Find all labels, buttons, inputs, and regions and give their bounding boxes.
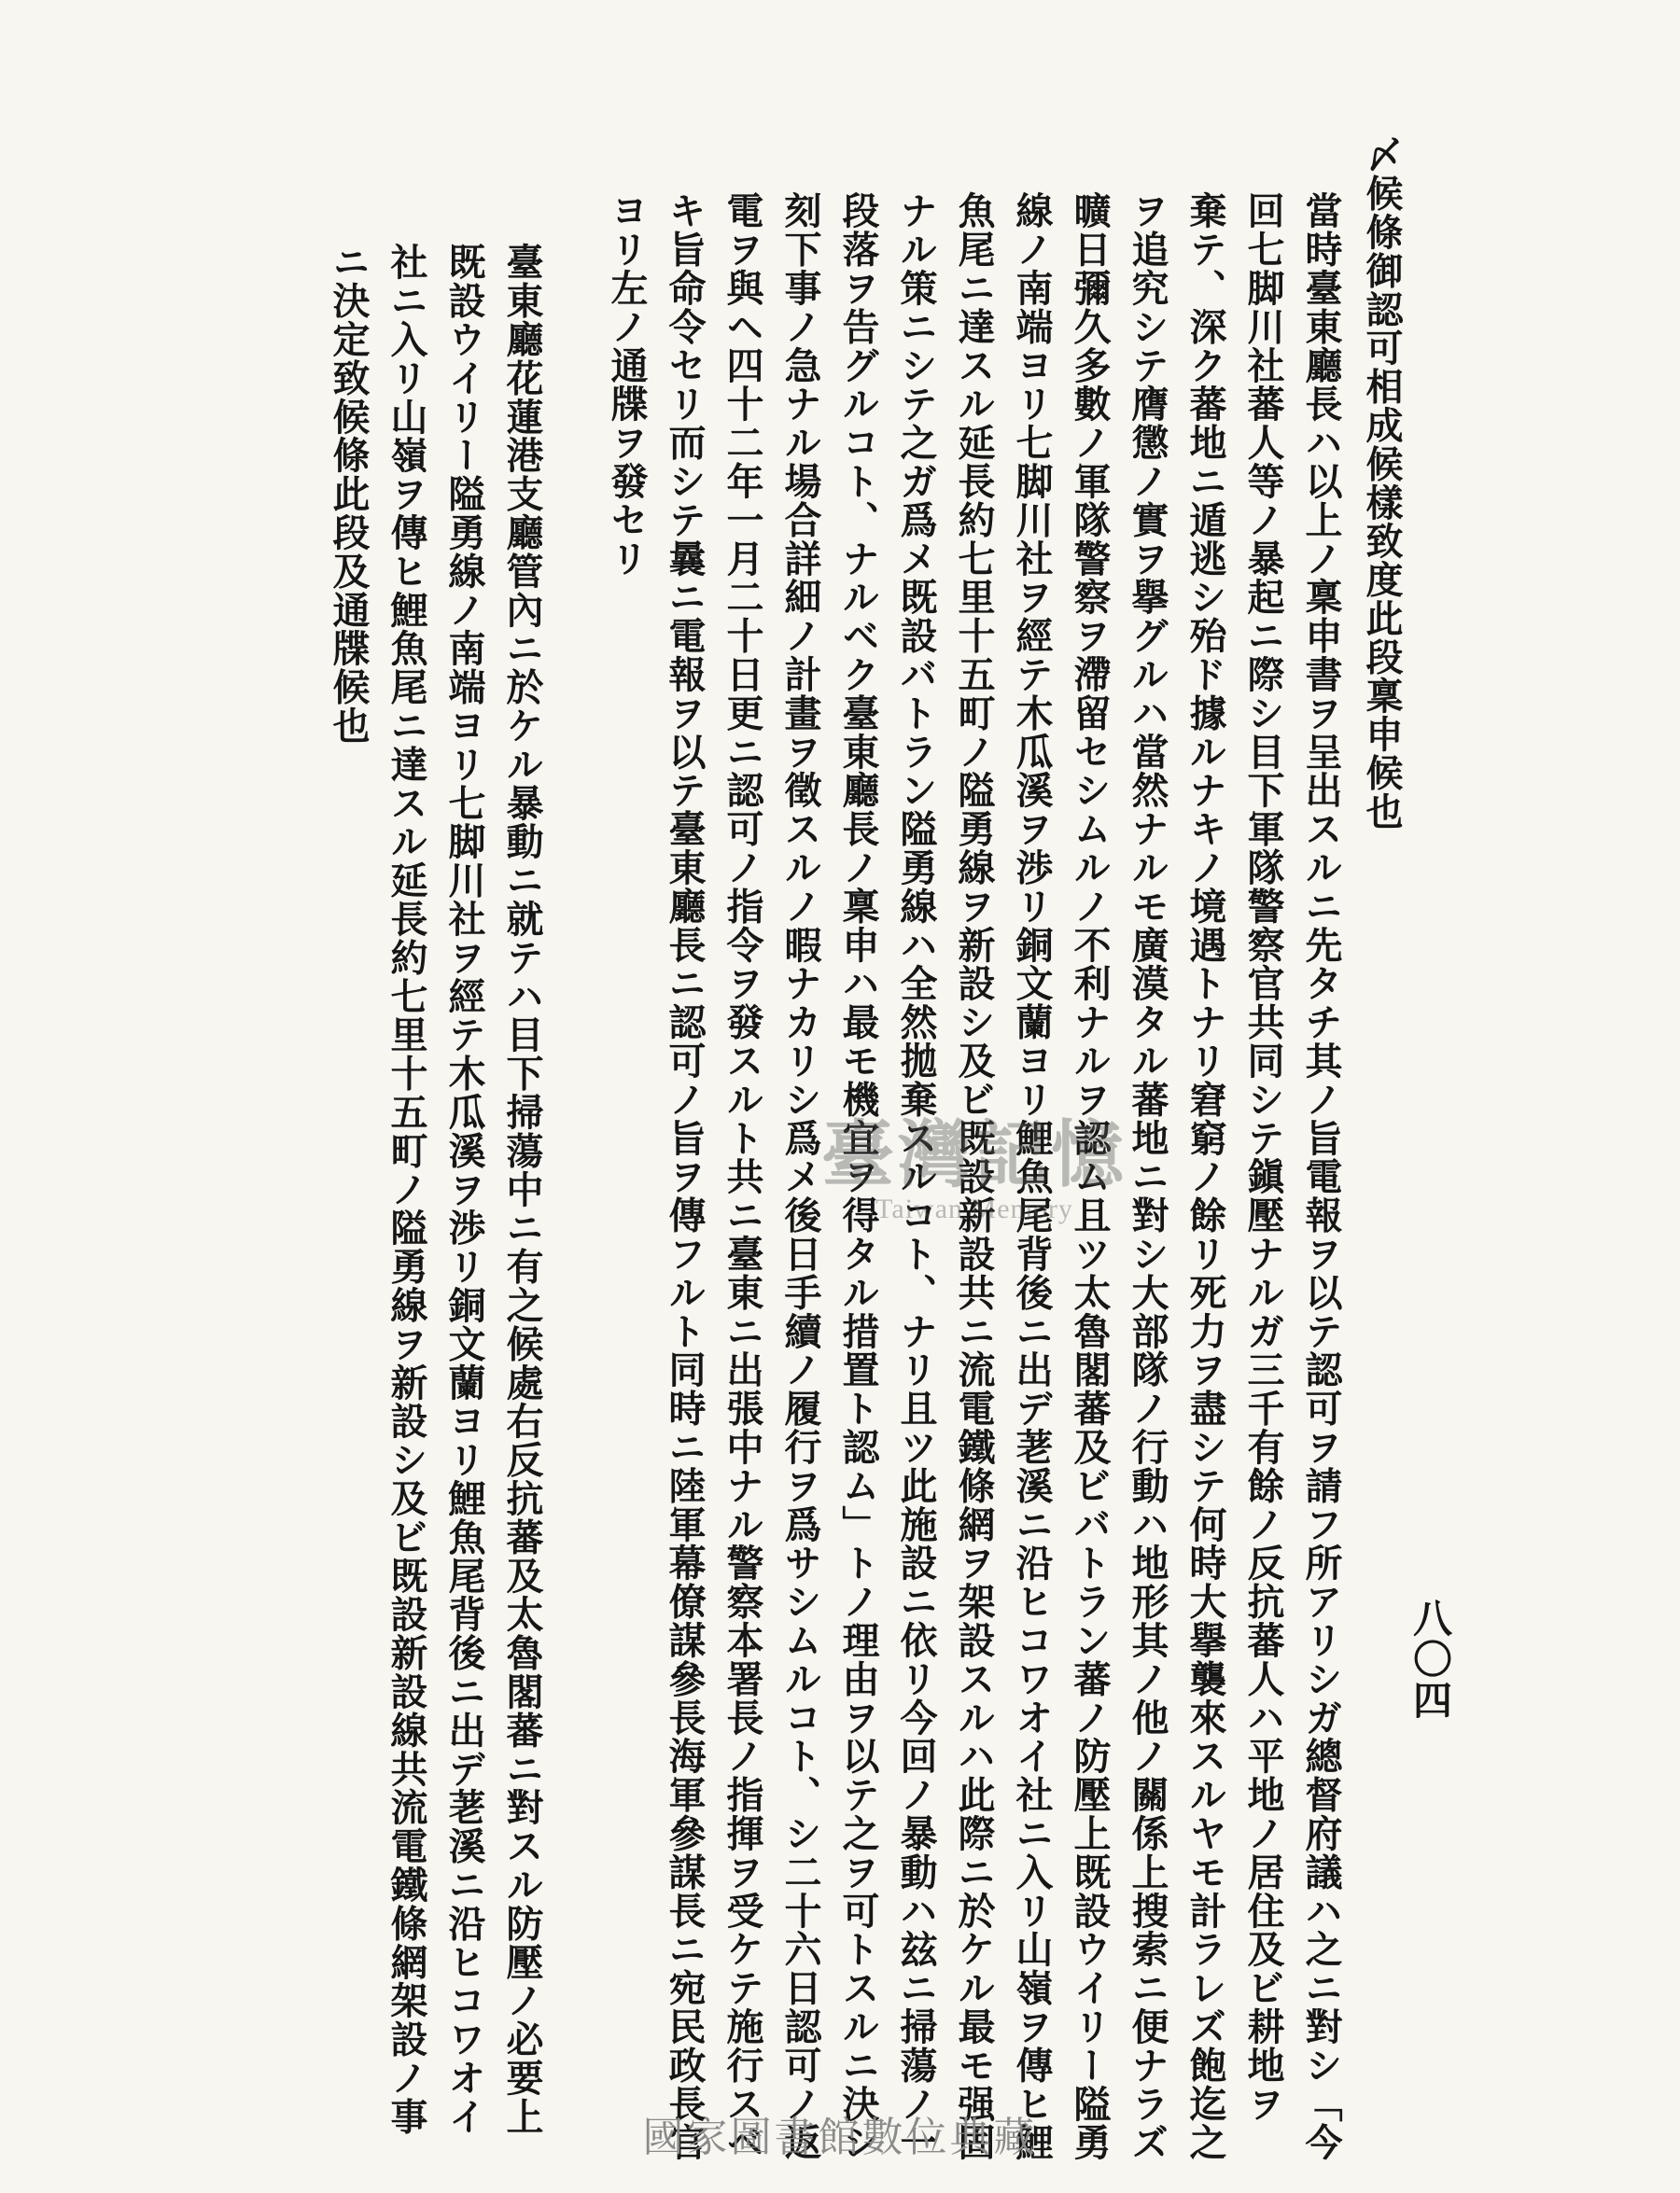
text-column-8: 魚尾ニ達スル延長約七里十五町ノ隘勇線ヲ新設シ及ビ既設新設共ニ流電鐵條網ヲ架設スルハ此際ニ於ケル最モ强固	[952, 191, 996, 2162]
text-column-7: 線ノ南端ヨリ七脚川社ヲ經テ木瓜溪ヲ渉リ銅文蘭ヨリ鯉魚尾背後ニ出デ荖溪ニ沿ヒコワオイ社ニ入リ山嶺ヲ傳ヒ鯉	[1010, 191, 1054, 2162]
watermark	[821, 1096, 1127, 1225]
text-column-1: 〆候條御認可相成候樣致度此段稟申候也	[1360, 135, 1404, 831]
text-column-3: 回七脚川社蕃人等ノ暴起ニ際シ目下軍隊警察官共同シテ鎭壓ナルガ三千有餘ノ反抗蕃人ハ平地ノ居住及ビ耕地ヲ	[1241, 191, 1285, 2123]
text-column-11: 刻下事ノ急ナル場合詳細ノ計畫ヲ徵スルノ暇ナカリシ爲メ後日手續ノ履行ヲ爲サシムルコト、シ二十六日認可ノ返	[778, 191, 822, 2162]
text-column-9: ナル策ニシテ之ガ爲メ既設バトラン隘勇線ハ全然拋棄スルコト、ナリ且ツ此施設ニ依リ今回ノ暴動ハ玆ニ掃蕩ノ一	[894, 191, 938, 2162]
text-column-14: ヨリ左ノ通牒ヲ發セリ	[605, 191, 649, 578]
text-column-6: 曠日彌久多數ノ軍隊警察ヲ滯留セシムルノ不利ナルヲ認ム且ツ太魯閣蕃及ビバトラン蕃ノ防壓上既設ウイリー隘勇	[1068, 191, 1112, 2162]
library-footer: 國家圖書館數位典藏	[642, 2114, 1038, 2161]
text-column-13: キ旨命令セリ而シテ曩ニ電報ヲ以テ臺東廳長ニ認可ノ旨ヲ傳フルト同時ニ陸軍幕僚謀參長海軍參謀長ニ宛民政長官	[663, 191, 707, 2162]
text-column-10: 段落ヲ告グルコト、ナルベク臺東廳長ノ稟申ハ最モ機宜ヲ得タル措置ト認ム」トノ理由ヲ以テ之ヲ可トスルニ決シ	[836, 191, 880, 2162]
text-column-4: 棄テ、深ク蕃地ニ遁逃シ殆ド據ルナキノ境遇トナリ窘窮ノ餘リ死力ヲ盡シテ何時大擧襲來スルヤモ計ラレズ飽迄之	[1183, 191, 1227, 2162]
text-column-2: 當時臺東廳長ハ以上ノ稟申書ヲ呈出スルニ先タチ其ノ旨電報ヲ以テ認可ヲ請フ所アリシガ總督府議ハ之ニ對シ「今	[1299, 191, 1343, 2162]
watermark-title: 臺灣記憶	[821, 1112, 1128, 1197]
text-column-16: 既設ウイリー隘勇線ノ南端ヨリ七脚川社ヲ經テ木瓜溪ヲ渉リ銅文蘭ヨリ鯉魚尾背後ニ出デ荖溪ニ沿ヒコワオイ	[442, 243, 486, 2136]
text-column-17: 社ニ入リ山嶺ヲ傳ヒ鯉魚尾ニ達スル延長約七里十五町ノ隘勇線ヲ新設シ及ビ既設新設線共流電鐵條網架設ノ事	[385, 243, 428, 2136]
watermark-subtitle: Taiwan Memory	[875, 1194, 1073, 1224]
text-column-15: 臺東廳花蓮港支廳管內ニ於ケル暴動ニ就テハ目下掃蕩中ニ有之候處右反抗蕃及太魯閣蕃ニ對スル防壓ノ必要上	[500, 243, 544, 2136]
page-number: 八〇四	[1407, 1598, 1453, 1721]
text-column-12: 電ヲ與ヘ四十二年一月二十日更ニ認可ノ指令ヲ發スルト共ニ臺東ニ出張中ナル警察本署長ノ指揮ヲ受ケテ施行スベ	[721, 191, 764, 2162]
text-column-5: ヲ追究シテ膺懲ノ實ヲ擧グルハ當然ナルモ廣漠タル蕃地ニ對シ大部隊ノ行動ハ地形其ノ他ノ關係上搜索ニ便ナラズ	[1126, 191, 1169, 2162]
text-column-18: ニ決定致候條此段及通牒候也	[327, 243, 371, 746]
